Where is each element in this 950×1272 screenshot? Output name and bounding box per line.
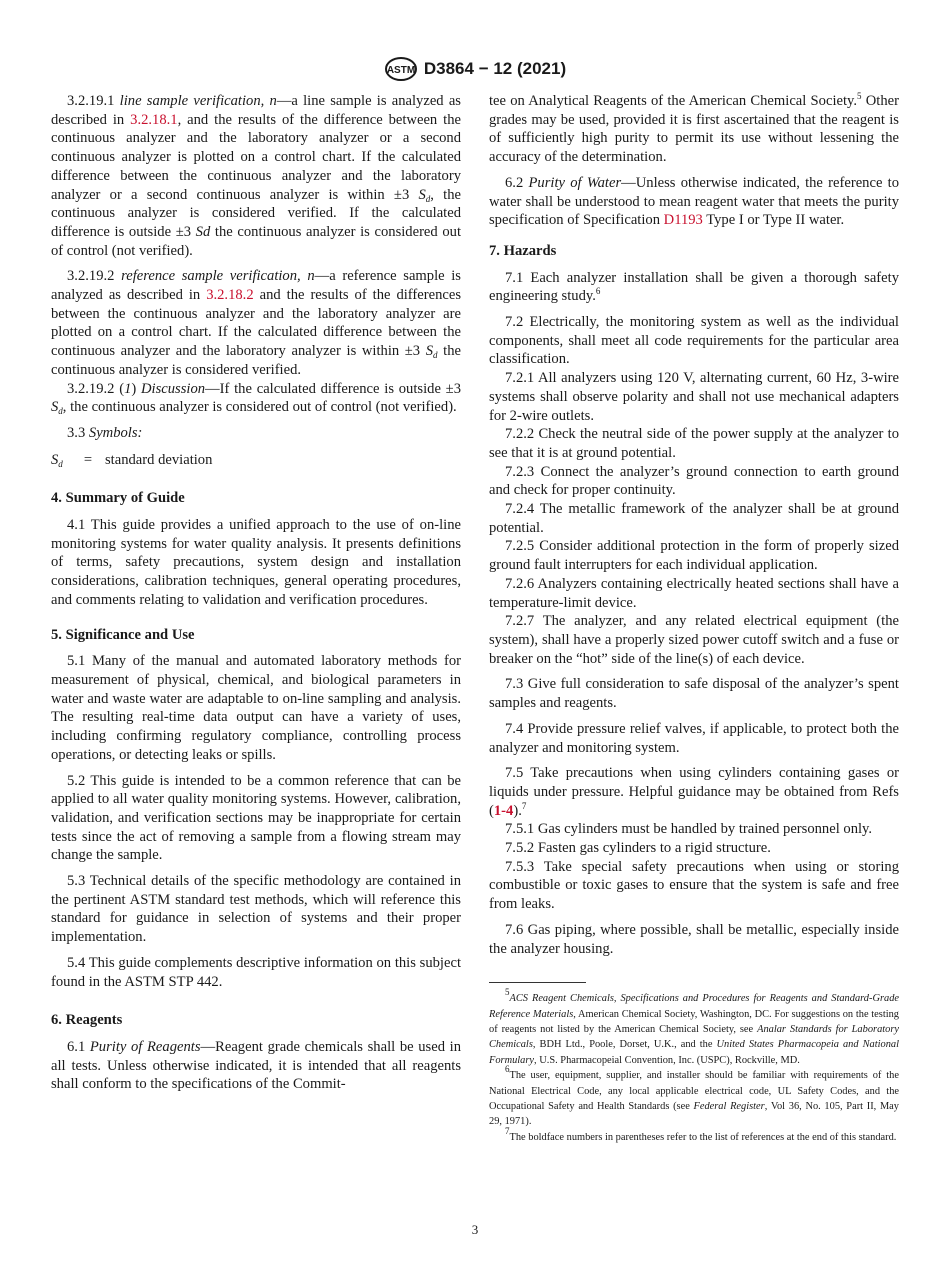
paragraph-7-4: 7.4 Provide pressure relief valves, if applicable, to protect both the analyzer and monitoring system. [489,720,899,756]
footnote-5: $^5$ACS Reagent Chemicals, Specifications and Procedures for Reagents and Standard-Grade Reference Materials, American Chemical Society, Washington, DC. For suggestions on the testing of reagents not listed by the American Chemical Society, see Analar Standards for Laboratory Chemicals, BDH Ltd., Poole, Dorset, U.K., and the United States Pharmacopeia and National Formulary, U.S. Pharmacopeial Convention, Inc. (USPC), Rockville, MD. [489,987,899,1066]
footnote-divider [489,982,586,983]
footnote-ref-7[interactable]: 7 [521,800,527,811]
paragraph-5-4: 5.4 This guide complements descriptive information on this subject found in the ASTM STP 442. [51,954,461,990]
page-header [0,56,950,82]
paragraph-7-2-4: 7.2.4 The metallic framework of the analyzer shall be at ground potential. [489,501,899,536]
paragraph-7-2-3: 7.2.3 Connect the analyzer’s ground connection to earth ground and check for proper continuity. [489,463,899,499]
astm-logo [384,56,418,82]
paragraph-7-5: 7.5 Take precautions when using cylinders containing gases or liquids under pressure. Helpful guidance may be obtained from Refs (1-4).$^7$ [489,765,899,819]
link-3-2-18-1[interactable]: 3.2.18.1 [130,111,178,128]
paragraph-7-5-1: 7.5.1 Gas cylinders must be handled by trained personnel only. [505,821,873,838]
paragraph-3-2-19-1: 3.2.19.1 line sample verification, n—a line sample is analyzed as described in 3.2.18.1, and the results of the difference between the continuous analyzer and the laboratory analyzer or a second continuous analyzer is plotted on a control chart. If the calculated difference between the continuous analyzer and the laboratory analyzer or a second continuous analyzer is within ±3 $S_d$, the continuous analyzer is considered verified. If the calculated difference is outside ±3 Sd the continuous analyzer is considered out of control (not verified). [51,93,462,259]
paragraph-6-1: 6.1 Purity of Reagents—Reagent grade chemicals shall be used in all tests. Unless otherwise indicated, it is intended that all reagents shall conform to the specifications of the Commit- [51,1038,461,1093]
paragraph-7-2-5: 7.2.5 Consider additional protection in the form of properly sized ground fault interrupters for each individual application. [489,538,899,574]
paragraph-6-1-continued: tee on Analytical Reagents of the American Chemical Society.$^5$ Other grades may be used, provided it is first ascertained that the reagent is of sufficiently high purity to permit its use without lessening the accuracy of the determination. [489,91,899,166]
section-heading-5: 5. Significance and Use [51,626,195,643]
left-column [51,92,461,1101]
paragraph-3-3: 3.3 Symbols: [67,424,143,441]
footnote-6: $^6$The user, equipment, supplier, and installer should be familiar with requirements of the National Electrical Code, any local applicable electrical code, UL Safety Codes, and the Occupational Safety and Health Standards (see Federal Register, Vol 36, No. 105, Part II, May 29, 1971). [489,1064,899,1128]
document-id: D3864 − 12 (2021) [423,59,567,78]
footnote-ref-5[interactable]: 5 [857,91,862,101]
paragraph-7-2: 7.2 Electrically, the monitoring system as well as the individual components, shall meet all code requirements for the particular area classification. [489,314,899,368]
paragraph-7-6: 7.6 Gas piping, where possible, shall be metallic, especially inside the analyzer housing. [489,921,899,957]
paragraph-7-2-1: 7.2.1 All analyzers using 120 V, alternating current, 60 Hz, 3-wire systems shall observe polarity and shall not use mechanical adapters for 2-wire outlets. [489,370,899,424]
link-3-2-18-2[interactable]: 3.2.18.2 [206,287,254,304]
section-heading-7: 7. Hazards [489,242,557,259]
paragraph-5-1: 5.1 Many of the manual and automated laboratory methods for measurement of physical, chemical, and biological parameters in water and waste water are adaptable to on-line sampling and analysis. The resulting real-time data output can have a variety of uses, including confirming regulatory compliance, controlling process operations, or detecting leaks or spills. [51,653,461,763]
paragraph-7-2-7: 7.2.7 The analyzer, and any related electrical equipment (the system), shall have a properly sized power cutoff switch and a fuse or breaker on the “hot” side of the line(s) of each device. [489,613,899,667]
right-column [489,92,899,1145]
paragraph-7-2-2: 7.2.2 Check the neutral side of the power supply at the analyzer to see that it is at ground potential. [489,426,899,461]
paragraph-7-1: 7.1 Each analyzer installation shall be given a thorough safety engineering study.$^6$ [489,269,899,305]
svg-text:ASTM: ASTM [386,65,416,76]
paragraph-6-2: 6.2 Purity of Water—Unless otherwise indicated, the reference to water shall be understood to mean reagent water that meets the purity specification of Specification D1193 Type I or Type II water. [489,174,900,229]
paragraph-4-1: 4.1 This guide provides a unified approach to the use of on-line monitoring systems for water quality analysis. It presents definitions of terms, safety precautions, system design and installation considerations, calibration techniques, general operating procedures, and comments relating to validation and verification procedures. [51,517,461,608]
paragraph-7-5-2: 7.5.2 Fasten gas cylinders to a rigid structure. [505,840,771,857]
section-heading-6: 6. Reagents [51,1012,123,1029]
paragraph-3-2-19-2-discussion: 3.2.19.2 (1) Discussion—If the calculated difference is outside ±3 $S_d$, the continuous analyzer is considered out of control (not verified). [51,380,461,417]
link-refs-1-4[interactable]: 1-4 [493,802,514,819]
paragraph-7-5-3: 7.5.3 Take special safety precautions when using or storing combustible or toxic gases to ensure that the system is safe and free from leaks. [489,858,899,913]
symbol-definition: $S_d$ = standard deviation [51,451,213,469]
paragraph-7-2-6: 7.2.6 Analyzers containing electrically heated sections shall have a temperature-limit device. [489,575,899,611]
footnote-7: $^7$The boldface numbers in parentheses refer to the list of references at the end of this standard. [505,1125,897,1143]
paragraph-7-3: 7.3 Give full consideration to safe disposal of the analyzer’s spent samples and reagents. [489,676,899,712]
link-d1193[interactable]: D1193 [663,212,703,229]
page-number: 3 [471,1222,479,1237]
section-heading-4: 4. Summary of Guide [51,490,185,507]
paragraph-5-3: 5.3 Technical details of the specific methodology are contained in the pertinent ASTM standard test methods, which will reference this standard for guidance in selection of systems and their proper implementation. [51,873,461,946]
footnote-ref-6[interactable]: 6 [595,286,601,297]
paragraph-3-2-19-2: 3.2.19.2 reference sample verification, n—a reference sample is analyzed as described in 3.2.18.2 and the results of the differences between the continuous analyzer and the laboratory analyzer are plotted on a control chart. If the calculated difference between the continuous analyzer and the laboratory analyzer is within ±3 $S_d$ the continuous analyzer is considered verified. [51,268,462,378]
paragraph-5-2: 5.2 This guide is intended to be a common reference that can be applied to all water quality monitoring systems. However, calibration, validation, and verification sections may be inappropriate for certain tests since the act of removing a sample from a flowing stream may change the sample. [51,772,461,864]
